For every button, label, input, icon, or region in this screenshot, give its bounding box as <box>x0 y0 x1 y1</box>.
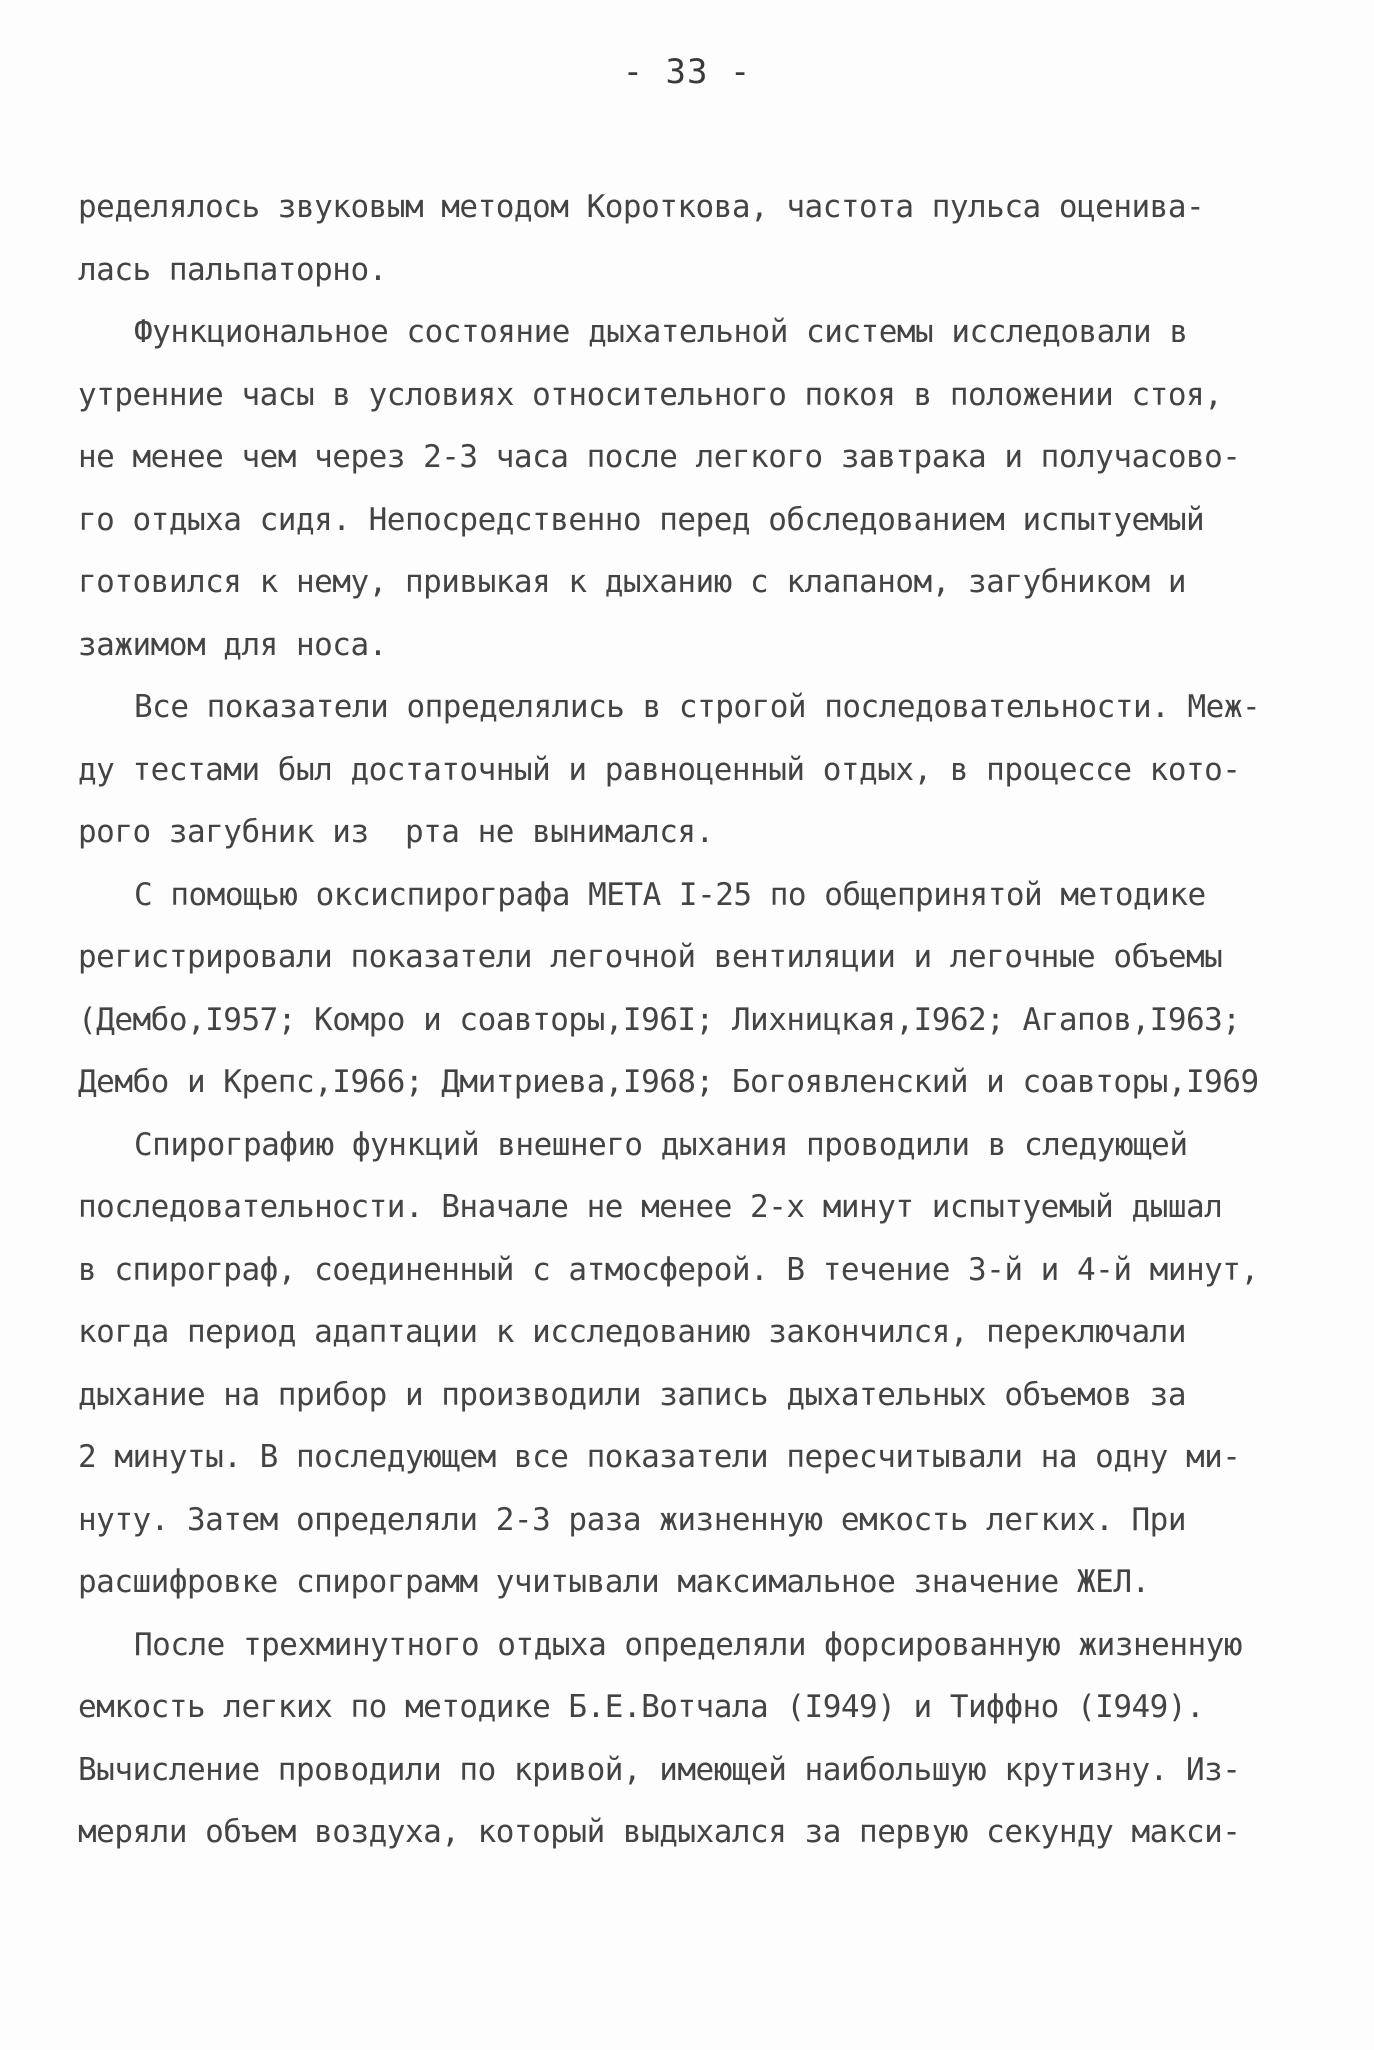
text-line: ду тестами был достаточный и равноценный отдых, в процессе кото- <box>78 751 1241 788</box>
text-line: не менее чем через 2-3 часа после легкого завтрака и получасово- <box>78 439 1241 475</box>
text-line: меряли объем воздуха, который выдыхался за первую секунду макси- <box>78 1814 1241 1850</box>
text-line: ределялось звуковым методом Короткова, частота пульса оценива- <box>78 189 1205 225</box>
text-line: регистрировали показатели легочной вентиляции и легочные объемы <box>78 939 1223 975</box>
text-line: (Дембо,I957; Комро и соавторы,I96I; Лихницкая,I962; Агапов,I963; <box>78 1001 1241 1038</box>
text-line: дыхание на прибор и производили запись дыхательных объемов за <box>78 1376 1186 1413</box>
text-line: расшифровке спирограмм учитывали максимальное значение ЖЕЛ. <box>78 1564 1150 1600</box>
paragraph-first-line: Функциональное состояние дыхательной системы исследовали в <box>134 314 1188 350</box>
body-text <box>78 176 1308 1864</box>
text-line: готовился к нему, привыкая к дыханию с клапаном, загубником и <box>78 564 1186 600</box>
page-number: - 33 - <box>622 52 752 92</box>
paragraph-first-line: Спирографию функций внешнего дыхания проводили в следующей <box>134 1126 1188 1163</box>
paragraph-first-line: С помощью оксиспирографа МЕТА I-25 по общепринятой методике <box>134 876 1206 913</box>
text-line: 2 минуты. В последующем все показатели пересчитывали на одну ми- <box>78 1439 1241 1475</box>
text-line: рого загубник из рта не вынимался. <box>78 814 714 850</box>
text-line: утренние часы в условиях относительного покоя в положении стоя, <box>78 376 1223 413</box>
text-line: емкость легких по методике Б.Е.Вотчала (I949) и Тиффно (I949). <box>78 1689 1205 1725</box>
paragraph-first-line: После трехминутного отдыха определяли форсированную жизненную <box>134 1626 1242 1663</box>
text-line: в спирограф, соединенный с атмосферой. В течение 3-й и 4-й минут, <box>78 1251 1259 1288</box>
paragraph-first-line: Все показатели определялись в строгой последовательности. Меж- <box>134 689 1261 725</box>
text-line: последовательности. Вначале не менее 2-х минут испытуемый дышал <box>78 1189 1223 1225</box>
text-line: го отдыха сидя. Непосредственно перед обследованием испытуемый <box>78 501 1205 538</box>
text-line: Дембо и Крепс,I966; Дмитриева,I968; Богоявленский и соавторы,I969 <box>78 1064 1259 1100</box>
text-line: нуту. Затем определяли 2-3 раза жизненную емкость легких. При <box>78 1501 1186 1538</box>
text-line: зажимом для носа. <box>78 626 387 663</box>
text-line: Вычисление проводили по кривой, имеющей наибольшую крутизну. Из- <box>78 1751 1241 1788</box>
text-line: когда период адаптации к исследованию закончился, переключали <box>78 1314 1186 1350</box>
text-line: лась пальпаторно. <box>78 251 387 288</box>
